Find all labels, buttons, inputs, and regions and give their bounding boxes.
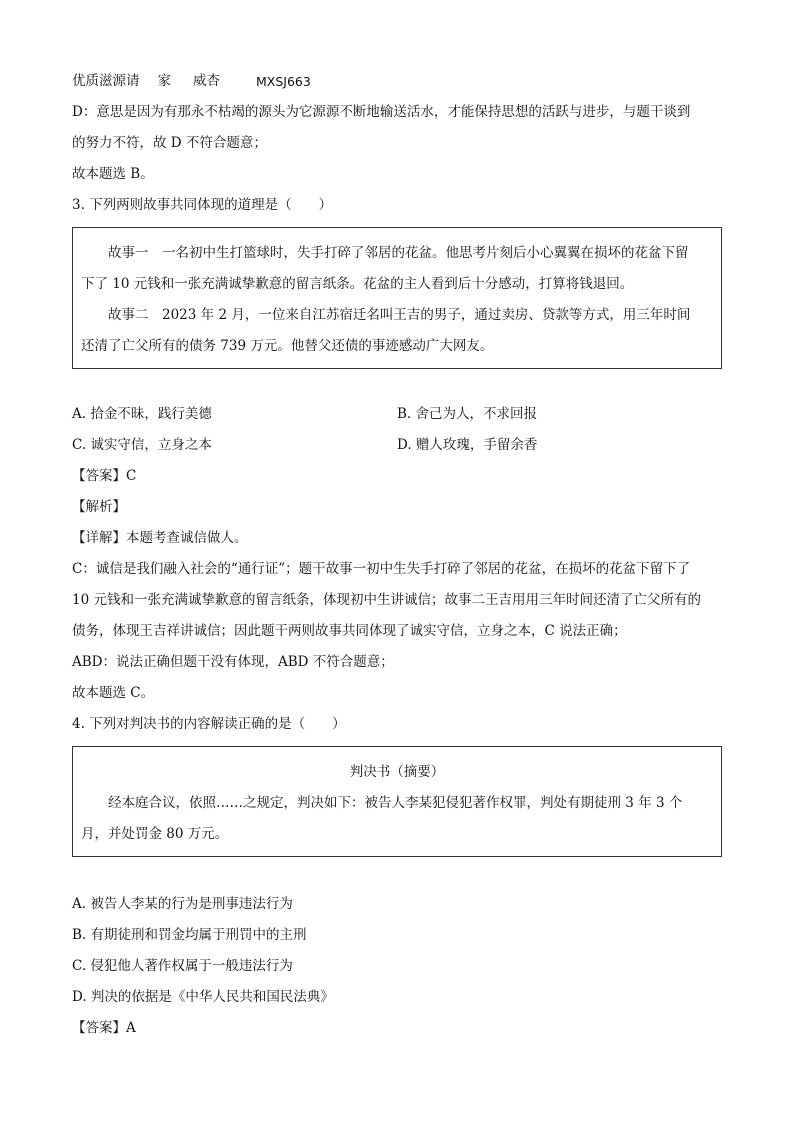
q4-option-a: A. 被告人李某的行为是刑事违法行为 bbox=[72, 896, 293, 913]
q4-option-b: B. 有期徒刑和罚金均属于刑罚中的主刑 bbox=[72, 927, 307, 944]
q3-answer-value: C bbox=[126, 468, 137, 485]
q4-answer-value: A bbox=[126, 1020, 136, 1037]
q3-conclusion: 故本题选 C。 bbox=[72, 685, 155, 702]
q2-option-d-explanation-line2: 的努力不符，故 D 不符合题意； bbox=[72, 135, 267, 152]
page-header bbox=[72, 66, 722, 97]
q3-material-box bbox=[72, 227, 722, 369]
q3-detail bbox=[72, 523, 722, 554]
header-part-3: 威杏 bbox=[193, 73, 220, 90]
q4-stem: 4. 下列对判决书的内容解读正确的是（ ） bbox=[72, 716, 346, 733]
q3-answer-label: 【答案】 bbox=[72, 468, 126, 485]
q3-detail-intro: 本题考查诚信做人。 bbox=[126, 530, 248, 547]
header-part-1: 优质滋源请 bbox=[72, 73, 140, 90]
q4-answer-label: 【答案】 bbox=[72, 1020, 126, 1037]
q3-options-row1 bbox=[72, 399, 722, 430]
q3-option-a: A. 拾金不昧，践行美德 bbox=[72, 406, 212, 423]
q3-story1-line2: 下了 10 元钱和一张充满诚挚歉意的留言纸条。花盆的主人看到后十分感动，打算将钱退回。 bbox=[81, 276, 634, 293]
q4-box-line1: 经本庭合议，依照……之规定，判决如下：被告人李某犯侵犯著作权罪，判处有期徒刑 3 年 3 个 bbox=[108, 795, 683, 812]
q3-story1-line1: 故事一 一名初中生打篮球时，失手打碎了邻居的花盆。他思考片刻后小心翼翼在损坏的花盆下留 bbox=[108, 245, 689, 262]
q4-material-box bbox=[72, 746, 722, 857]
header-part-2: 家 bbox=[157, 73, 171, 90]
q3-stem: 3. 下列两则故事共同体现的道理是（ ） bbox=[72, 197, 333, 214]
q4-box-title: 判决书（摘要） bbox=[349, 764, 445, 781]
q4-answer bbox=[72, 1013, 722, 1044]
q3-detail-label: 【详解】 bbox=[72, 530, 126, 547]
q3-explanation-line1: C：诚信是我们融入社会的“通行证”；题干故事一初中生失手打碎了邻居的花盆，在损坏的花盆下留下了 bbox=[72, 561, 691, 578]
q4-option-d: D. 判决的依据是《中华人民共和国民法典》 bbox=[72, 989, 334, 1006]
header-code: MXSJ663 bbox=[256, 73, 311, 89]
document-page bbox=[72, 66, 722, 1044]
q3-option-c: C. 诚实守信，立身之本 bbox=[72, 437, 212, 454]
q3-explanation-line3: 债务，体现王吉祥讲诚信；因此题干两则故事共同体现了诚实守信，立身之本，C 说法正确； bbox=[72, 623, 627, 640]
q4-box-line2: 月，并处罚金 80 万元。 bbox=[81, 826, 229, 843]
q2-option-d-explanation-line1: D：意思是因为有那永不枯竭的源头为它源源不断地输送活水，才能保持思想的活跃与进步，与题干谈到 bbox=[72, 104, 691, 121]
q3-explanation-line2: 10 元钱和一张充满诚挚歉意的留言纸条，体现初中生讲诚信；故事二王吉用用三年时间还清了亡父所有的 bbox=[72, 592, 701, 609]
q3-options-row2 bbox=[72, 430, 722, 461]
q2-conclusion: 故本题选 B。 bbox=[72, 166, 154, 183]
q3-explanation-line4: ABD：说法正确但题干没有体现，ABD 不符合题意； bbox=[72, 654, 394, 671]
q4-option-c: C. 侵犯他人著作权属于一般违法行为 bbox=[72, 958, 293, 975]
q3-story2-line1: 故事二 2023 年 2 月，一位来自江苏宿迁名叫王吉的男子，通过卖房、贷款等方式，用三年时间 bbox=[108, 307, 691, 324]
q3-analysis-label: 【解析】 bbox=[72, 499, 126, 516]
q3-answer bbox=[72, 461, 722, 492]
q3-story2-line2: 还清了亡父所有的债务 739 万元。他替父还债的事迹感动广大网友。 bbox=[81, 338, 494, 355]
q3-option-b: B. 舍己为人，不求回报 bbox=[397, 406, 538, 423]
q3-option-d: D. 赠人玫瑰，手留余香 bbox=[397, 437, 538, 454]
